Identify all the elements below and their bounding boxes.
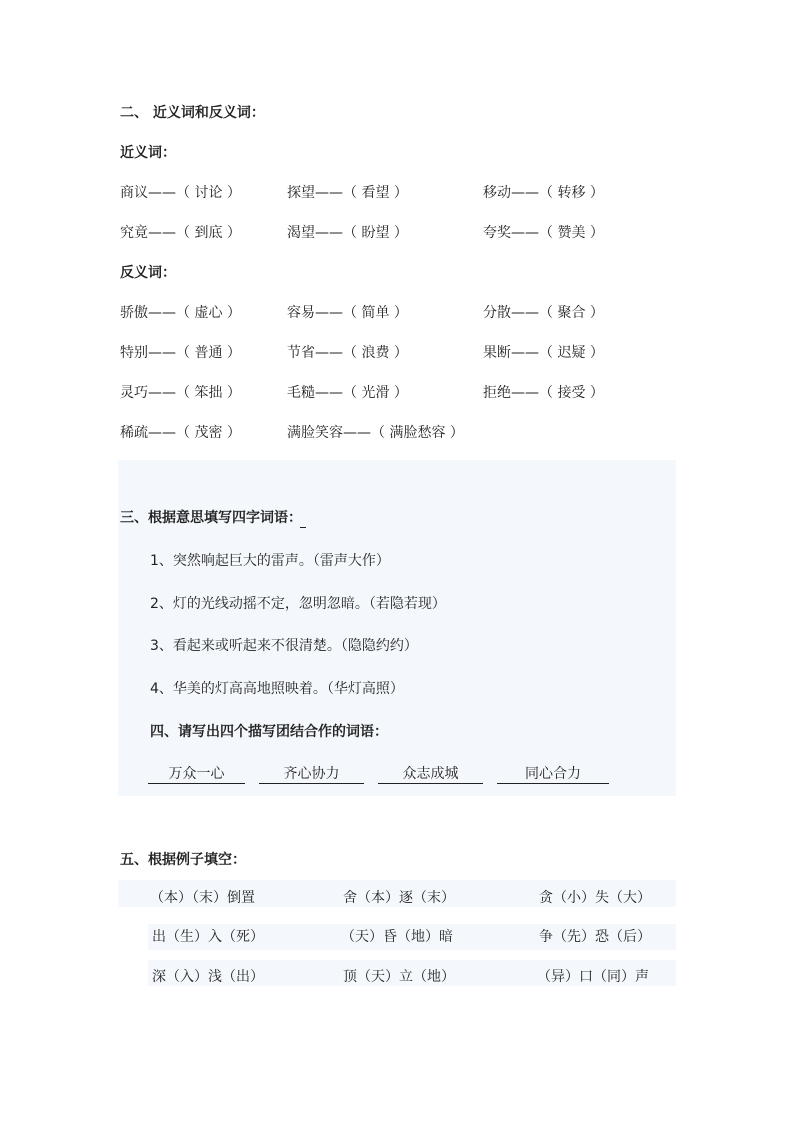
example-item: （天）昏（地）暗 [341, 929, 453, 945]
antonym-item: 骄傲——（ 虚心 ） [120, 305, 241, 321]
antonym-item: 容易——（ 简单 ） [287, 305, 408, 321]
antonym-item: 稀疏——（ 茂密 ） [120, 425, 241, 441]
answer-text: 万众一心 [168, 766, 225, 782]
antonym-item: 灵巧——（ 笨拙 ） [120, 385, 241, 401]
example-item: （本）（末）倒置 [150, 890, 255, 906]
section3-heading: 三、根据意思填写四字词语： [120, 510, 302, 526]
antonym-item: 毛糙——（ 光滑 ） [287, 385, 408, 401]
synonym-item: 究竟——（ 到底 ） [120, 225, 241, 241]
antonym-item: 拒绝——（ 接受 ） [483, 385, 604, 401]
answer-blank [497, 765, 609, 784]
example-item: （异）口（同）声 [537, 969, 649, 985]
synonym-item: 商议——（ 讨论 ） [120, 185, 241, 201]
answer-text: 齐心协力 [283, 766, 340, 782]
definition-item: 1、突然响起巨大的雷声。（雷声大作） [150, 553, 390, 569]
answer-blank [148, 765, 245, 784]
example-item: 贪（小）失（大） [539, 890, 651, 906]
definition-item: 2、灯的光线动摇不定，忽明忽暗。（若隐若现） [150, 596, 446, 612]
section4-heading: 四、请写出四个描写团结合作的词语： [150, 724, 388, 740]
synonym-item: 探望——（ 看望 ） [287, 185, 408, 201]
antonym-item: 满脸笑容——（ 满脸愁容 ） [287, 425, 464, 441]
answer-text: 众志成城 [402, 766, 459, 782]
example-item: 争（先）恐（后） [539, 929, 651, 945]
example-item: 出（生）入（死） [152, 929, 264, 945]
answer-blank [259, 765, 364, 784]
synonym-item: 渴望——（ 盼望 ） [287, 225, 408, 241]
synonym-item: 夸奖——（ 赞美 ） [483, 225, 604, 241]
antonym-item: 节省——（ 浪费 ） [287, 345, 408, 361]
antonym-item: 分散——（ 聚合 ） [483, 305, 604, 321]
antonyms-label: 反义词： [120, 265, 176, 281]
synonym-item: 移动——（ 转移 ） [483, 185, 604, 201]
example-item: 深（入）浅（出） [152, 969, 264, 985]
definition-item: 4、华美的灯高高地照映着。（华灯高照） [150, 681, 404, 697]
section5-heading: 五、根据例子填空： [120, 852, 246, 868]
synonyms-label: 近义词： [120, 145, 176, 161]
answer-blank [378, 765, 483, 784]
example-item: 舍（本）逐（末） [343, 890, 455, 906]
antonym-item: 果断——（ 迟疑 ） [483, 345, 604, 361]
answer-text: 同心合力 [525, 766, 581, 782]
example-item: 顶（天）立（地） [343, 969, 455, 985]
definition-item: 3、看起来或听起来不很清楚。（隐隐约约） [150, 638, 418, 654]
antonym-item: 特别——（ 普通 ） [120, 345, 241, 361]
heading-underline-mark [300, 509, 306, 528]
section2-heading: 二、 近义词和反义词： [120, 105, 265, 121]
